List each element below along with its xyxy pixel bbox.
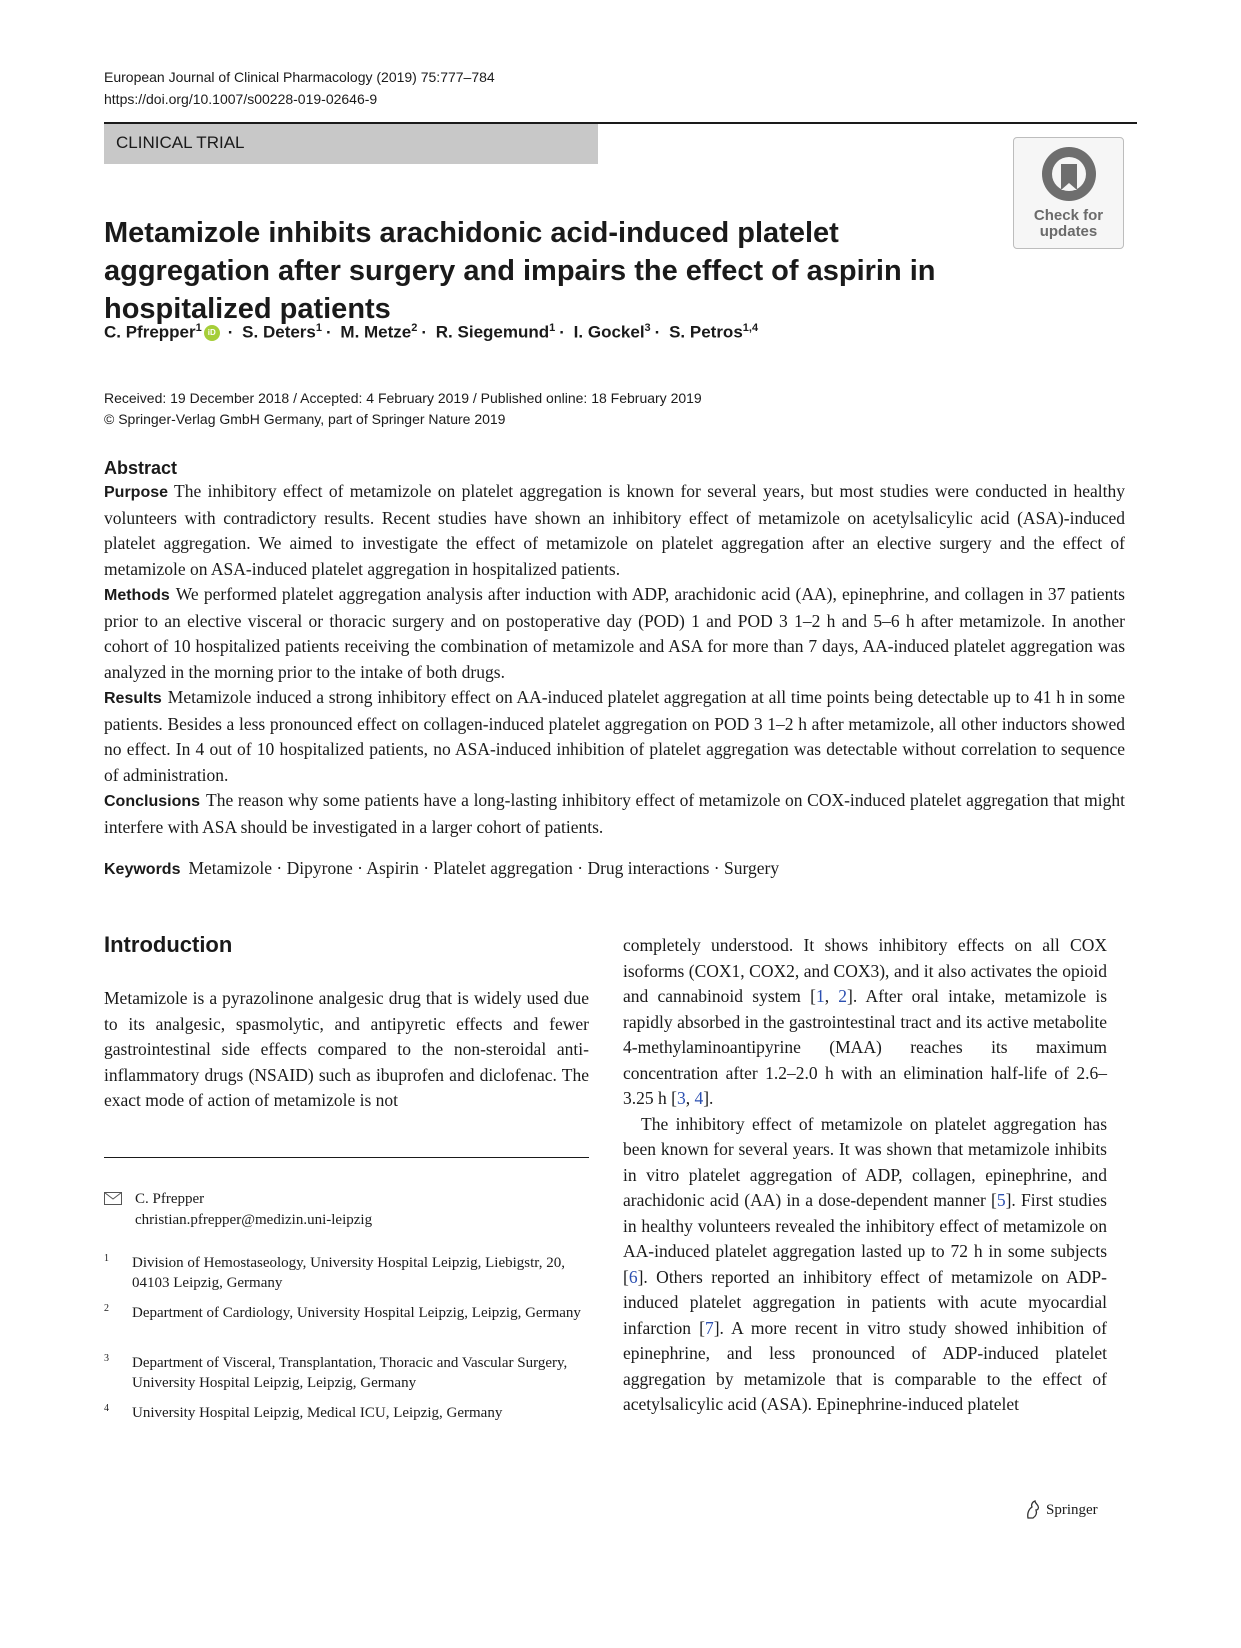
citation-link[interactable]: 7 [704,1317,714,1338]
right-column [623,933,1107,1418]
author-affiliation-number: 1,4 [742,322,759,334]
abstract-results [104,685,1125,788]
abstract-conclusions [104,788,1125,840]
introduction-heading: Introduction [104,932,233,957]
author-separator: · [421,322,428,342]
check-for-updates-badge[interactable] [1013,137,1124,249]
affiliation-number: 3 [104,1353,109,1364]
author-separator: · [559,322,565,342]
keywords-label: Keywords [104,861,181,878]
author-name[interactable]: C. Pfrepper [104,322,196,342]
author-list [104,322,758,343]
affiliation-text: University Hospital Leipzig, Medical ICU, Leipzig, Germany [132,1405,503,1421]
envelope-icon [104,1192,122,1205]
citation-link[interactable]: 4 [694,1088,704,1108]
corresponding-author: C. Pfrepper [135,1191,205,1207]
keywords-text: Metamizole · Dipyrone · Aspirin · Platelet aggregation · Drug interactions · Surgery [188,858,780,878]
results-text: Metamizole induced a strong inhibitory effect on AA-induced platelet aggregation at all time points being detectable up to 41 h in some patients. Besides a less pronounced effect on collagen-induced platelet aggregation on POD 3 1–2 h after metamizole, all other inductors showed no effect. In 4 out of 10 hospitalized patients, no ASA-induced inhibition of platelet aggregation was detectable without correlation to sequence of administration. [104,687,1125,785]
springer-horse-icon [1024,1500,1042,1520]
citation-link[interactable]: 6 [628,1266,638,1287]
article-category: CLINICAL TRIAL [116,133,245,152]
author-affiliation-number: 1 [315,322,322,334]
affiliation-number: 1 [104,1253,109,1264]
affiliation-number: 4 [104,1403,109,1414]
publisher-logo [1024,1500,1098,1520]
body-paragraph: The inhibitory effect of metamizole on platelet aggregation has been known for several years. It was shown that metamizole inhibits in vitro platelet aggregation of ADP, collagen, epinephrine, and arachidonic acid (AA) in a dose-dependent manner [5]. First studies in healthy volunteers revealed the inhibitory effect of metamizole on AA-induced platelet aggregation lasted up to 72 h in some subjects [6]. Others reported an inhibitory effect of metamizole on ADP-induced platelet aggregation in patients with acute myocardial infarction [7]. A more recent in vitro study showed inhibition of epinephrine, and less pronounced of ADP-induced platelet aggregation by metamizole that is comparable to the effect of acetylsalicylic acid (ASA). Epinephrine-induced platelet [623,1113,1107,1414]
author-name[interactable]: S. Petros [669,322,743,342]
abstract-purpose [104,479,1125,582]
affiliation-number: 2 [104,1303,109,1314]
keywords [104,858,779,879]
author-separator: · [326,322,332,342]
citation-link[interactable]: 1 [815,986,825,1006]
introduction-paragraph: Metamizole is a pyrazolinone analgesic drug that is widely used due to its analgesic, spasmolytic, and antipyretic effects and fewer gastrointestinal side effects compared to the non-steroidal anti-inflammatory drugs (NSAID) such as ibuprofen and diclofenac. The exact mode of action of metamizole is not [104,988,589,1110]
abstract-heading: Abstract [104,458,178,478]
author-name[interactable]: S. Deters [242,322,316,342]
purpose-label: Purpose [104,484,169,501]
footnote-rule [104,1157,589,1158]
publication-dates [104,388,702,430]
abstract-methods [104,582,1125,685]
author-name[interactable]: I. Gockel [573,322,645,342]
crossmark-icon [1039,144,1099,204]
body-paragraph: completely understood. It shows inhibitory effects on all COX isoforms (COX1, COX2, and COX3), and it also activates the opioid and cannabinoid system [1, 2]. After oral intake, metamizole is rapidly absorbed in the gastrointestinal tract and its active metabolite 4-methylaminoantipyrine (MAA) reaches its maximum concentration after 1.2–2.0 h with an elimination half-life of 2.6–3.25 h [3, 4]. [623,935,1108,1108]
affiliation-text: Department of Cardiology, University Hospital Leipzig, Leipzig, Germany [132,1305,581,1321]
author-name[interactable]: M. Metze [340,322,412,342]
journal-header [104,66,495,110]
copyright-line: © Springer-Verlag GmbH Germany, part of Springer Nature 2019 [104,411,506,427]
abstract [104,457,1125,840]
author-separator: · [227,322,234,342]
author-name[interactable]: R. Siegemund [435,322,550,342]
citation-link[interactable]: 3 [676,1088,686,1108]
corresponding-email[interactable]: christian.pfrepper@medizin.uni-leipzig [135,1212,373,1228]
article-title: Metamizole inhibits arachidonic acid-induced platelet aggregation after surgery and impairs the effect of aspirin in hospitalized patients [104,217,936,325]
badge-label: Check for updates [1033,207,1104,240]
methods-label: Methods [104,587,170,604]
author-affiliation-number: 2 [411,322,418,334]
author-affiliation-number: 1 [549,322,556,334]
purpose-text: The inhibitory effect of metamizole on platelet aggregation is known for several years, but most studies were conducted in healthy volunteers with contradictory results. Recent studies have shown an inhibitory effect of metamizole on acetylsalicylic acid (ASA)-induced platelet aggregation. We aimed to investigate the effect of metamizole on platelet aggregation after an elective surgery and the effect of metamizole on ASA-induced platelet aggregation in hospitalized patients. [104,481,1125,579]
affiliation-text: Department of Visceral, Transplantation, Thoracic and Vascular Surgery, University Hospital Leipzig, Leipzig, Germany [132,1355,568,1391]
doi-link[interactable]: https://doi.org/10.1007/s00228-019-02646-9 [104,91,378,107]
affiliation-text: Division of Hemostaseology, University Hospital Leipzig, Liebigstr, 20, 04103 Leipzig, Germany [132,1255,565,1291]
journal-citation: European Journal of Clinical Pharmacology (2019) 75:777–784 [104,69,495,85]
methods-text: We performed platelet aggregation analysis after induction with ADP, arachidonic acid (AA), epinephrine, and collagen in 37 patients prior to an elective visceral or thoracic surgery and on postoperative day (POD) 1 and POD 3 1–2 h and 5–6 h after metamizole. In another cohort of 10 hospitalized patients receiving the combination of metamizole and ASA for more than 7 days, AA-induced platelet aggregation was analyzed in the morning prior to the intake of both drugs. [104,584,1125,682]
conclusions-text: The reason why some patients have a long-lasting inhibitory effect of metamizole on COX-induced platelet aggregation that might interfere with ASA should be investigated in a larger cohort of patients. [104,790,1125,837]
citation-link[interactable]: 5 [996,1190,1006,1210]
citation-link[interactable]: 2 [838,986,848,1006]
conclusions-label: Conclusions [104,793,201,810]
results-label: Results [104,690,162,707]
publisher-name: Springer [1046,1501,1098,1518]
author-affiliation-number: 1 [195,322,202,334]
author-separator: · [654,322,661,342]
orcid-icon[interactable]: iD [204,325,220,341]
history-dates: Received: 19 December 2018 / Accepted: 4 February 2019 / Published online: 18 February 2019 [104,390,702,406]
category-band [104,124,598,164]
author-affiliation-number: 3 [644,322,651,334]
